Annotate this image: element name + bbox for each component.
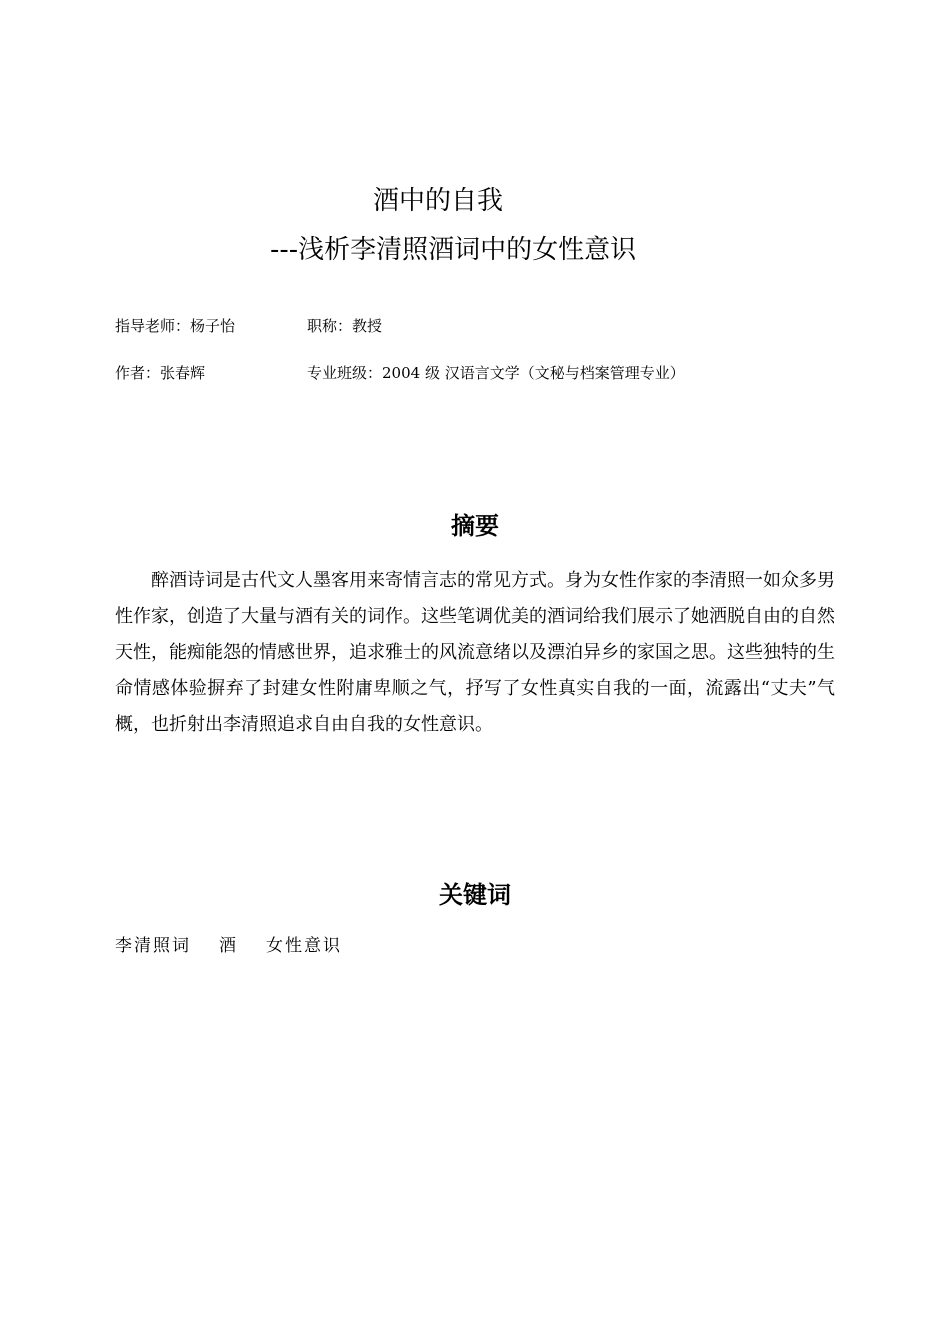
- keyword-item: 女性意识: [266, 936, 342, 956]
- keyword-item: 酒: [219, 936, 238, 956]
- keyword-item: 李清照词: [115, 936, 191, 956]
- author-row: [115, 363, 685, 383]
- advisor-rank: 职称：教授: [307, 317, 383, 335]
- abstract-heading: 摘要: [451, 512, 499, 540]
- author-major: 专业班级：2004 级 汉语言文学（文秘与档案管理专业）: [307, 364, 685, 382]
- advisor-info: 指导老师：杨子怡: [115, 317, 236, 335]
- paper-subtitle: ---浅析李清照酒词中的女性意识: [270, 235, 637, 265]
- keywords-list: [115, 935, 342, 957]
- keywords-heading: 关键词: [439, 881, 511, 909]
- author-info: 作者：张春辉: [115, 364, 206, 382]
- abstract-body: 醉酒诗词是古代文人墨客用来寄情言志的常见方式。身为女性作家的李清照一如众多男性作家，创造了大量与酒有关的词作。这些笔调优美的酒词给我们展示了她洒脱自由的自然天性，能痴能怨的情感世界，追求雅士的风流意绪以及漂泊异乡的家国之思。这些独特的生命情感体验摒弃了封建女性附庸卑顺之气，抒写了女性真实自我的一面，流露出“丈夫”气概，也折射出李清照追求自由自我的女性意识。: [115, 570, 835, 735]
- advisor-row: [115, 316, 383, 336]
- paper-title: 酒中的自我: [373, 186, 504, 216]
